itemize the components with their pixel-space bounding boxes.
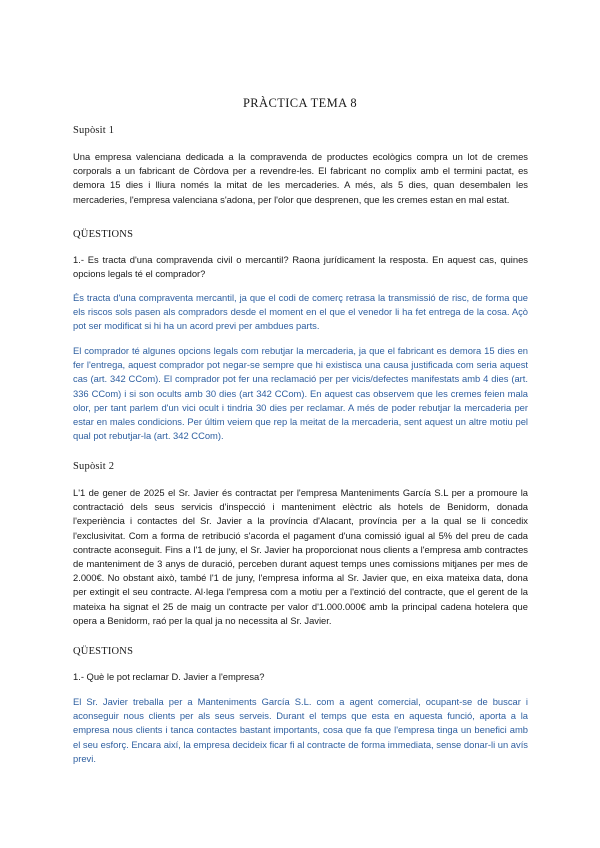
document-title: PRÀCTICA TEMA 8 — [242, 96, 358, 110]
case2-question-1: 1.- Què le pot reclamar D. Javier a l'empresa? — [73, 671, 265, 682]
case1-answer-1a: És tracta d'una compraventa mercantil, ja que el codi de comerç retrasa la transmissió de risc, de forma que els riscos sols pasen als compradors desde el moment en el que el venedor li ha fet entrega de la cosa. Açò pot ser modificat si hi ha un acord previ per ambdues parts. — [73, 292, 528, 332]
case2-questions-heading: QÜESTIONS — [73, 646, 134, 657]
case1-statement: Una empresa valenciana dedicada a la compravenda de productes ecològics compra un lot de cremes corporals a un fabricant de Còrdova per a revendre-les. El fabricant no complix amb el termini pactat, es demora 15 dies i lliura només la mitat de les mercaderies. A més, als 5 dies, quan desembalen les mercaderies, l'empresa valenciana s'adona, per l'olor que desprenen, que les cremes estan en mal estat. — [73, 151, 528, 205]
case1-question-1: 1.- Es tracta d'una compravenda civil o mercantil? Raona jurídicament la resposta. En aquest cas, quines opcions legals té el comprador? — [73, 254, 528, 280]
case2-heading: Supòsit 2 — [73, 461, 115, 472]
case2-statement: L'1 de gener de 2025 el Sr. Javier és contractat per l'empresa Manteniments García S.L per a promoure la contractació dels seus servicis d'inspecció i manteniment elèctric als hotels de Benidorm, donada l'experiència i contactes del Sr. Javier a la província d'Alacant, província per a la qual se li concedix l'exclusivitat. Com a forma de retribució s'acorda el pagament d'una comissió igual al 5% del preu de cada contracte aconseguit. Fins a l'1 de juny, el Sr. Javier ha proporcionat nous clients a l'empresa amb contractes de manteniment de 3 anys de duració, perceben durant aquest temps unes comissions mitjanes per mes de 2.000€. No obstant això, també l'1 de juny, l'empresa informa al Sr. Javier que, en eixa mateixa data, dona per extingit el seu contracte. Al·lega l'empresa com a motiu per a l'extinció del contracte, que el gerent de la mateixa ha signat el 25 de maig un contracte per valor d'1.000.000€ amb la principal cadena hotelera que opera a Benidorm, raó per la qual ja no necessita al Sr. Javier. — [73, 487, 528, 626]
case2-answer-1: El Sr. Javier treballa per a Manteniments García S.L. com a agent comercial, ocupant-se de buscar i aconseguir nous clients per als seus serveis. Durant el temps que esta en aquesta funció, aporta a la empresa nous clients i tanca contactes bastant importants, cosa que fa que l'empresa tinga un benefici amb el seu esforç. Encara així, la empresa decideix ficar fi al contracte de forma immediata, sense donar-li un avís previ. — [73, 696, 528, 764]
case1-questions-heading: QÜESTIONS — [73, 229, 134, 240]
case1-heading: Supòsit 1 — [73, 125, 115, 136]
case1-answer-1b: El comprador té algunes opcions legals com rebutjar la mercaderia, ja que el fabricant es demora 15 dies en fer l'entrega, aquest comprador pot negar-se sempre que hi existisca una causa justificada com seria aquest cas (art. 342 CCom). El comprador pot fer una reclamació per per vicis/defectes manifestats amb 4 dies (art. 336 CCom) i si son ocults amb 30 dies (art 342 CCom). En aquest cas observem que les cremes feien mala olor, per tant parlem d'un vici ocult i tindria 30 dies per reclamar. A més de poder rebutjar la mercaderia per estar en males condicions. Per últim veiem que rep la meitat de la mercaderia, sent aquest un altre motiu pel qual pot rebutjar-la (art. 342 CCom). — [73, 345, 528, 442]
